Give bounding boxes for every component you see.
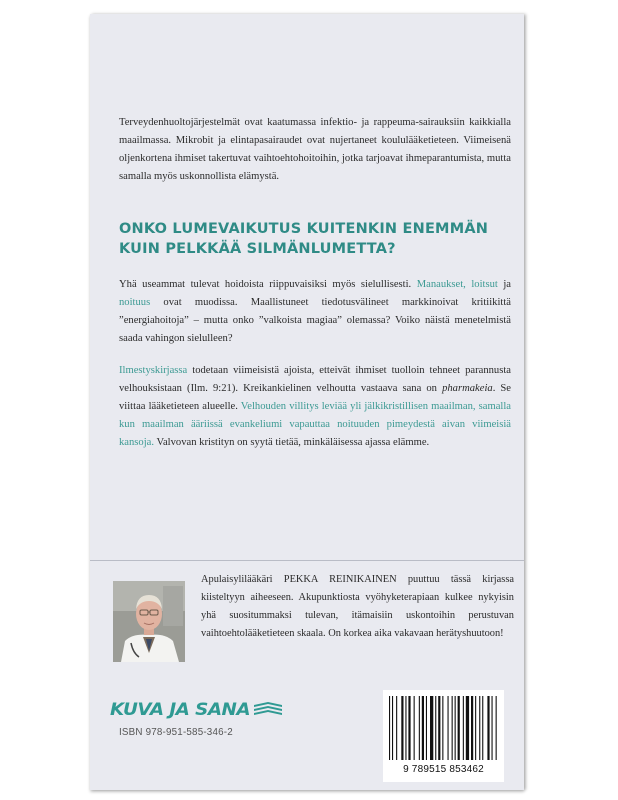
- barcode-bar: [442, 696, 443, 760]
- barcode-bar: [455, 696, 456, 760]
- svg-text:KUVA JA SANA: KUVA JA SANA: [110, 700, 250, 720]
- intro-paragraph: Terveydenhuoltojärjestelmät ovat kaatumassa infektio- ja rappeuma-sairauksiin kaikkialla maailmassa. Mikrobit ja elintapasairaudet ovat nujertaneet koululääketieteen. Viimeisenä oljenkortena ihmiset takertuvat vaihtoehtohoitoihin, jotka tarjoavat ihmeparantumista, mutta samalla myös uskonnollista elämystä.: [119, 117, 511, 182]
- publisher-logo: [108, 698, 288, 720]
- heading-line-1: ONKO LUMEVAIKUTUS KUITENKIN ENEMMÄN: [119, 221, 489, 237]
- barcode: [383, 690, 504, 782]
- p3-pharmakeia: pharmakeia: [442, 383, 493, 394]
- section-heading: [119, 219, 511, 259]
- barcode-bar: [401, 696, 403, 760]
- barcode-bar: [426, 696, 427, 760]
- barcode-bar: [458, 696, 460, 760]
- barcode-bar: [466, 696, 469, 760]
- p3-text-c: Valvovan kristityn on syytä tietää, minkäläisessa ajassa elämme.: [156, 437, 430, 448]
- barcode-bar: [475, 696, 476, 760]
- author-photo: [113, 581, 185, 662]
- barcode-bar: [405, 696, 406, 760]
- publisher-logo-image: [108, 698, 288, 720]
- paragraph-revelation: [119, 362, 511, 452]
- barcode-bar: [448, 696, 449, 760]
- barcode-bar: [392, 696, 393, 760]
- barcode-bar: [438, 696, 440, 760]
- p2-manaukset: Manaukset, loitsut: [416, 279, 498, 290]
- p3-teal-sentence: Velhouden villitys leviää yli jälkikristillisen maailman, samalla kun maailman ääriissä evankeliumi vapauttaa noituuden pimeydestä aivan viimeisiä kansoja.: [119, 401, 511, 448]
- isbn-text: ISBN 978-951-585-346-2: [119, 727, 233, 738]
- p2-ja: ja: [503, 279, 511, 290]
- barcode-bar: [452, 696, 453, 760]
- barcode-bar: [492, 696, 493, 760]
- barcode-bar: [414, 696, 415, 760]
- paragraph-occult: [119, 276, 511, 348]
- book-back-cover: [90, 14, 524, 790]
- barcode-bar: [435, 696, 436, 760]
- barcode-bar: [496, 696, 497, 760]
- barcode-bar: [422, 696, 424, 760]
- barcode-bar: [430, 696, 433, 760]
- barcode-bar: [479, 696, 480, 760]
- barcode-bar: [471, 696, 473, 760]
- barcode-bar: [396, 696, 397, 760]
- barcode-bar: [408, 696, 410, 760]
- author-portrait-image: [113, 581, 185, 662]
- barcode-bar: [389, 696, 390, 760]
- author-bio: Apulaisylilääkäri PEKKA REINIKAINEN puuttuu tässä kirjassa kiisteltyyn aiheeseen. Akupunktiosta vyöhyketerapiaan kulkee nykyisin yhä suositummaksi tulevan, itämaisiin uskontoihin perustuvan vaihtoehtolääketieteen skaala. On korkea aika vakavaan herätyshuutoon!: [201, 574, 514, 639]
- p2-noituus: noituus: [119, 297, 151, 308]
- barcode-bar: [463, 696, 464, 760]
- barcode-bar: [487, 696, 489, 760]
- barcode-bar: [482, 696, 483, 760]
- p2-text-a: Yhä useammat tulevat hoidoista riippuvaisiksi myös sielullisesti.: [119, 279, 412, 290]
- p3-ilmestyskirja: Ilmestyskirjassa: [119, 365, 188, 376]
- p3-text-b: . Se viittaa lääketieteen alueelle.: [119, 383, 512, 412]
- p2-text-b: ovat muodissa. Maallistuneet tiedotusvälineet markkinoivat kritiikittä ”energiahoitoja” – mutta onko ”valkoista magiaa” olemassa? Voiko näistä menetelmistä saada vahingon sielulleen?: [119, 297, 511, 344]
- section-divider: [90, 560, 524, 561]
- barcode-bars: [383, 690, 504, 762]
- barcode-bar: [419, 696, 420, 760]
- heading-line-2: KUIN PELKKÄÄ SILMÄNLUMETTA?: [119, 241, 396, 257]
- p3-text-a: todetaan viimeisistä ajoista, etteivät ihmiset tuolloin tehneet parannusta velhouksistaan (Ilm. 9:21). Kreikankielinen velhoutta vastaava sana on: [119, 365, 511, 394]
- barcode-number: 9 789515 853462: [403, 764, 484, 775]
